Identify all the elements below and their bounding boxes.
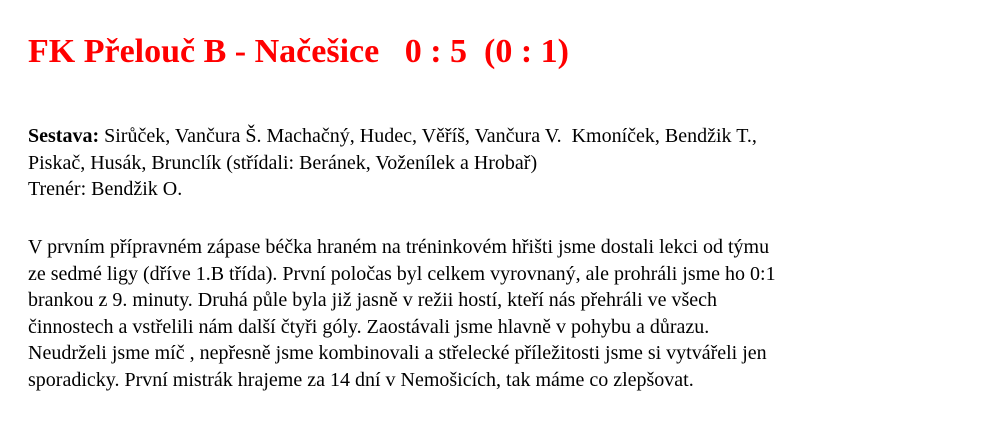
lineup-section (28, 123, 988, 203)
report-line: Neudrželi jsme míč , nepřesně jsme kombinovali a střelecké příležitosti jsme si vytvářeli jen (28, 342, 767, 364)
report-line: ze sedmé ligy (dříve 1.B třída). První poločas byl celkem vyrovnaný, ale prohráli jsme ho 0:1 (28, 262, 776, 285)
lineup-label: Sestava: (28, 125, 100, 147)
lineup-line-1 (28, 123, 988, 150)
report-line: V prvním přípravném zápase béčka hraném na tréninkovém hřišti jsme dostali lekci od týmu (28, 236, 770, 258)
coach-line: Trenér: Bendžik O. (28, 178, 183, 200)
match-title: FK Přelouč B - Načešice 0 : 5 (0 : 1) (28, 33, 569, 70)
report-line: brankou z 9. minuty. Druhá půle byla již jasně v režii hostí, kteří nás přehráli ve všech (28, 289, 718, 311)
report-line: činnostech a vstřelili nám další čtyři góly. Zaostávali jsme hlavně v pohybu a důrazu. (28, 315, 710, 338)
match-report (28, 234, 988, 393)
report-line: sporadicky. První mistrák hrajeme za 14 dní v Nemošicích, tak máme co zlepšovat. (28, 368, 694, 391)
lineup-players-1: Sirůček, Vančura Š. Machačný, Hudec, Věříš, Vančura V. Kmoníček, Bendžik T., (99, 125, 757, 147)
lineup-players-2: Piskač, Husák, Brunclík (střídali: Beránek, Voženílek a Hrobař) (28, 151, 538, 174)
